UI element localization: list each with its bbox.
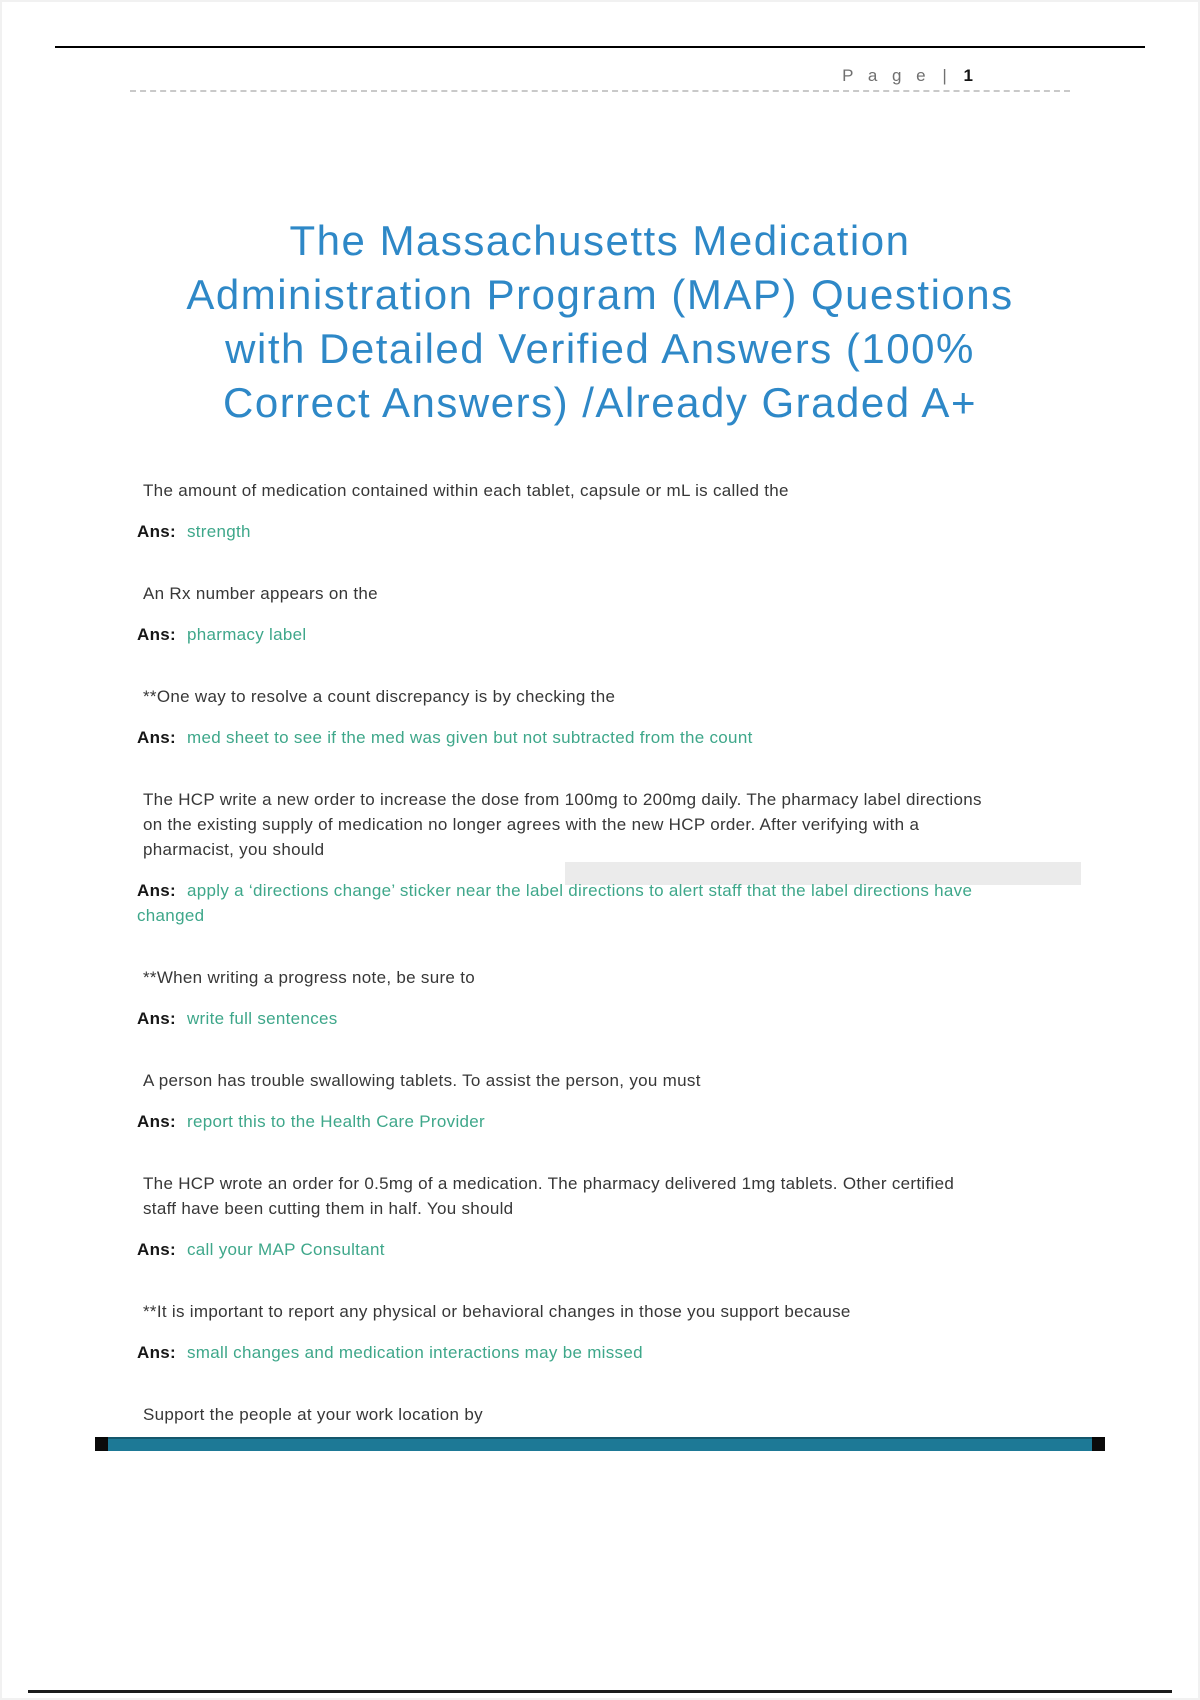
answer-text: call your MAP Consultant	[186, 1240, 385, 1259]
qa-item	[137, 965, 982, 1031]
answer-row	[137, 725, 982, 750]
answer-label: Ans:	[137, 522, 176, 541]
question-text: The HCP write a new order to increase the dose from 100mg to 200mg daily. The pharmacy label directions on the existing supply of medication no longer agrees with the new HCP order. After verifying with a pharmacist, you should	[143, 790, 982, 859]
answer-text: apply a ‘directions change’ sticker near the label directions to alert staff that the label directions have changed	[137, 881, 973, 925]
trailing-question: Support the people at your work location by	[143, 1405, 483, 1424]
question-text: **When writing a progress note, be sure to	[143, 968, 475, 987]
footer-bar	[95, 1437, 1105, 1451]
answer-label: Ans:	[137, 1009, 176, 1028]
question-text: **One way to resolve a count discrepancy is by checking the	[143, 687, 616, 706]
qa-item	[137, 1299, 982, 1365]
title-line: Correct Answers) /Already Graded A+	[223, 379, 977, 426]
page-number	[842, 66, 974, 86]
answer-text: small changes and medication interactions may be missed	[186, 1343, 643, 1362]
answer-row	[137, 878, 982, 928]
question-text: An Rx number appears on the	[143, 584, 378, 603]
answer-row	[137, 519, 982, 544]
answer-label: Ans:	[137, 625, 176, 644]
answer-label: Ans:	[137, 881, 176, 900]
qa-item	[137, 581, 982, 647]
title-line: The Massachusetts Medication	[289, 217, 911, 264]
question-text: The amount of medication contained within each tablet, capsule or mL is called the	[143, 481, 789, 500]
answer-label: Ans:	[137, 728, 176, 747]
page-word: P a g e	[842, 66, 931, 85]
page-separator: |	[942, 66, 952, 85]
bottom-rule	[28, 1690, 1172, 1693]
answer-text: write full sentences	[186, 1009, 338, 1028]
qa-item	[137, 787, 982, 928]
answer-row	[137, 622, 982, 647]
qa-item	[137, 684, 982, 750]
top-rule	[55, 46, 1145, 48]
question-text: A person has trouble swallowing tablets. To assist the person, you must	[143, 1071, 701, 1090]
answer-text: strength	[186, 522, 251, 541]
question-text: **It is important to report any physical or behavioral changes in those you support because	[143, 1302, 851, 1321]
answer-row	[137, 1237, 982, 1262]
page-value: 1	[963, 66, 974, 85]
title-line: with Detailed Verified Answers (100%	[225, 325, 975, 372]
answer-row	[137, 1006, 982, 1031]
qa-list	[137, 478, 982, 1365]
answer-row	[137, 1109, 982, 1134]
answer-text: report this to the Health Care Provider	[186, 1112, 485, 1131]
answer-text: med sheet to see if the med was given but not subtracted from the count	[186, 728, 753, 747]
answer-label: Ans:	[137, 1112, 176, 1131]
qa-item	[137, 1068, 982, 1134]
qa-item	[137, 1171, 982, 1262]
document-title	[0, 214, 1200, 430]
answer-text: pharmacy label	[186, 625, 307, 644]
answer-label: Ans:	[137, 1343, 176, 1362]
qa-item	[137, 478, 982, 544]
question-text: The HCP wrote an order for 0.5mg of a medication. The pharmacy delivered 1mg tablets. Other certified staff have been cutting them in half. You should	[143, 1174, 955, 1218]
qa-section	[137, 478, 982, 1427]
answer-label: Ans:	[137, 1240, 176, 1259]
answer-row	[137, 1340, 982, 1365]
title-line: Administration Program (MAP) Questions	[186, 271, 1014, 318]
header-divider	[130, 90, 1070, 92]
